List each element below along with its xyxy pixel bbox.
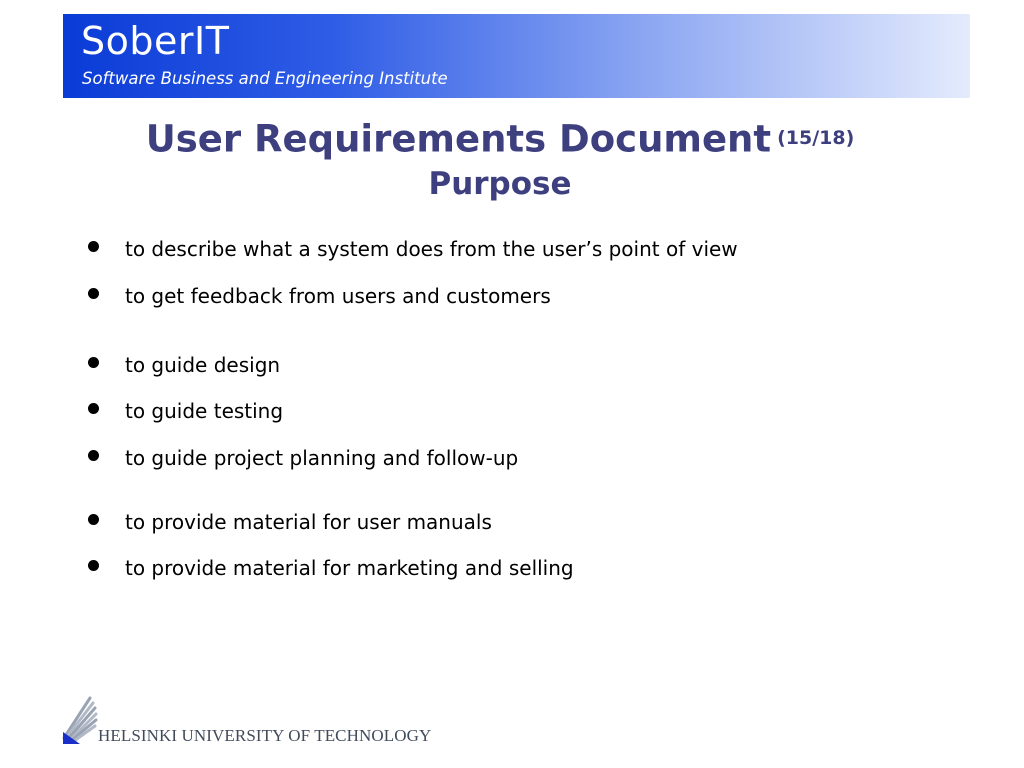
footer-institution: HELSINKI UNIVERSITY OF TECHNOLOGY	[98, 726, 432, 745]
bullet-item	[88, 443, 518, 473]
slide-title-block	[0, 114, 1000, 204]
bullet-text: to guide testing	[125, 399, 284, 423]
slide-subtitle: Purpose	[428, 165, 572, 202]
bullet-dot-icon	[88, 514, 99, 525]
bullet-text: to provide material for user manuals	[125, 510, 492, 534]
header-banner	[63, 14, 970, 98]
bullet-text: to guide project planning and follow-up	[125, 446, 519, 470]
slide-title: User Requirements Document	[145, 117, 772, 161]
bullet-dot-icon	[88, 357, 99, 368]
bullet-text: to get feedback from users and customers	[125, 284, 551, 308]
bullet-text: to provide material for marketing and selling	[125, 556, 574, 580]
slide-counter: (15/18)	[777, 127, 855, 149]
bullet-dot-icon	[88, 450, 99, 461]
bullet-text: to guide design	[125, 353, 281, 377]
bullet-dot-icon	[88, 560, 99, 571]
brand-tagline: Software Business and Engineering Institute	[82, 69, 448, 88]
bullet-dot-icon	[88, 241, 99, 252]
bullet-item	[88, 350, 280, 380]
bullet-dot-icon	[88, 288, 99, 299]
wing-logo-icon	[60, 694, 100, 746]
bullet-item	[88, 553, 574, 583]
footer	[60, 694, 480, 750]
bullet-item	[88, 507, 492, 537]
bullet-item	[88, 396, 283, 426]
bullet-text: to describe what a system does from the user’s point of view	[125, 237, 738, 261]
slide-title-line	[0, 114, 1000, 164]
brand-name: SoberIT	[81, 19, 230, 63]
bullet-dot-icon	[88, 403, 99, 414]
bullet-item	[88, 234, 738, 264]
bullet-item	[88, 281, 551, 311]
